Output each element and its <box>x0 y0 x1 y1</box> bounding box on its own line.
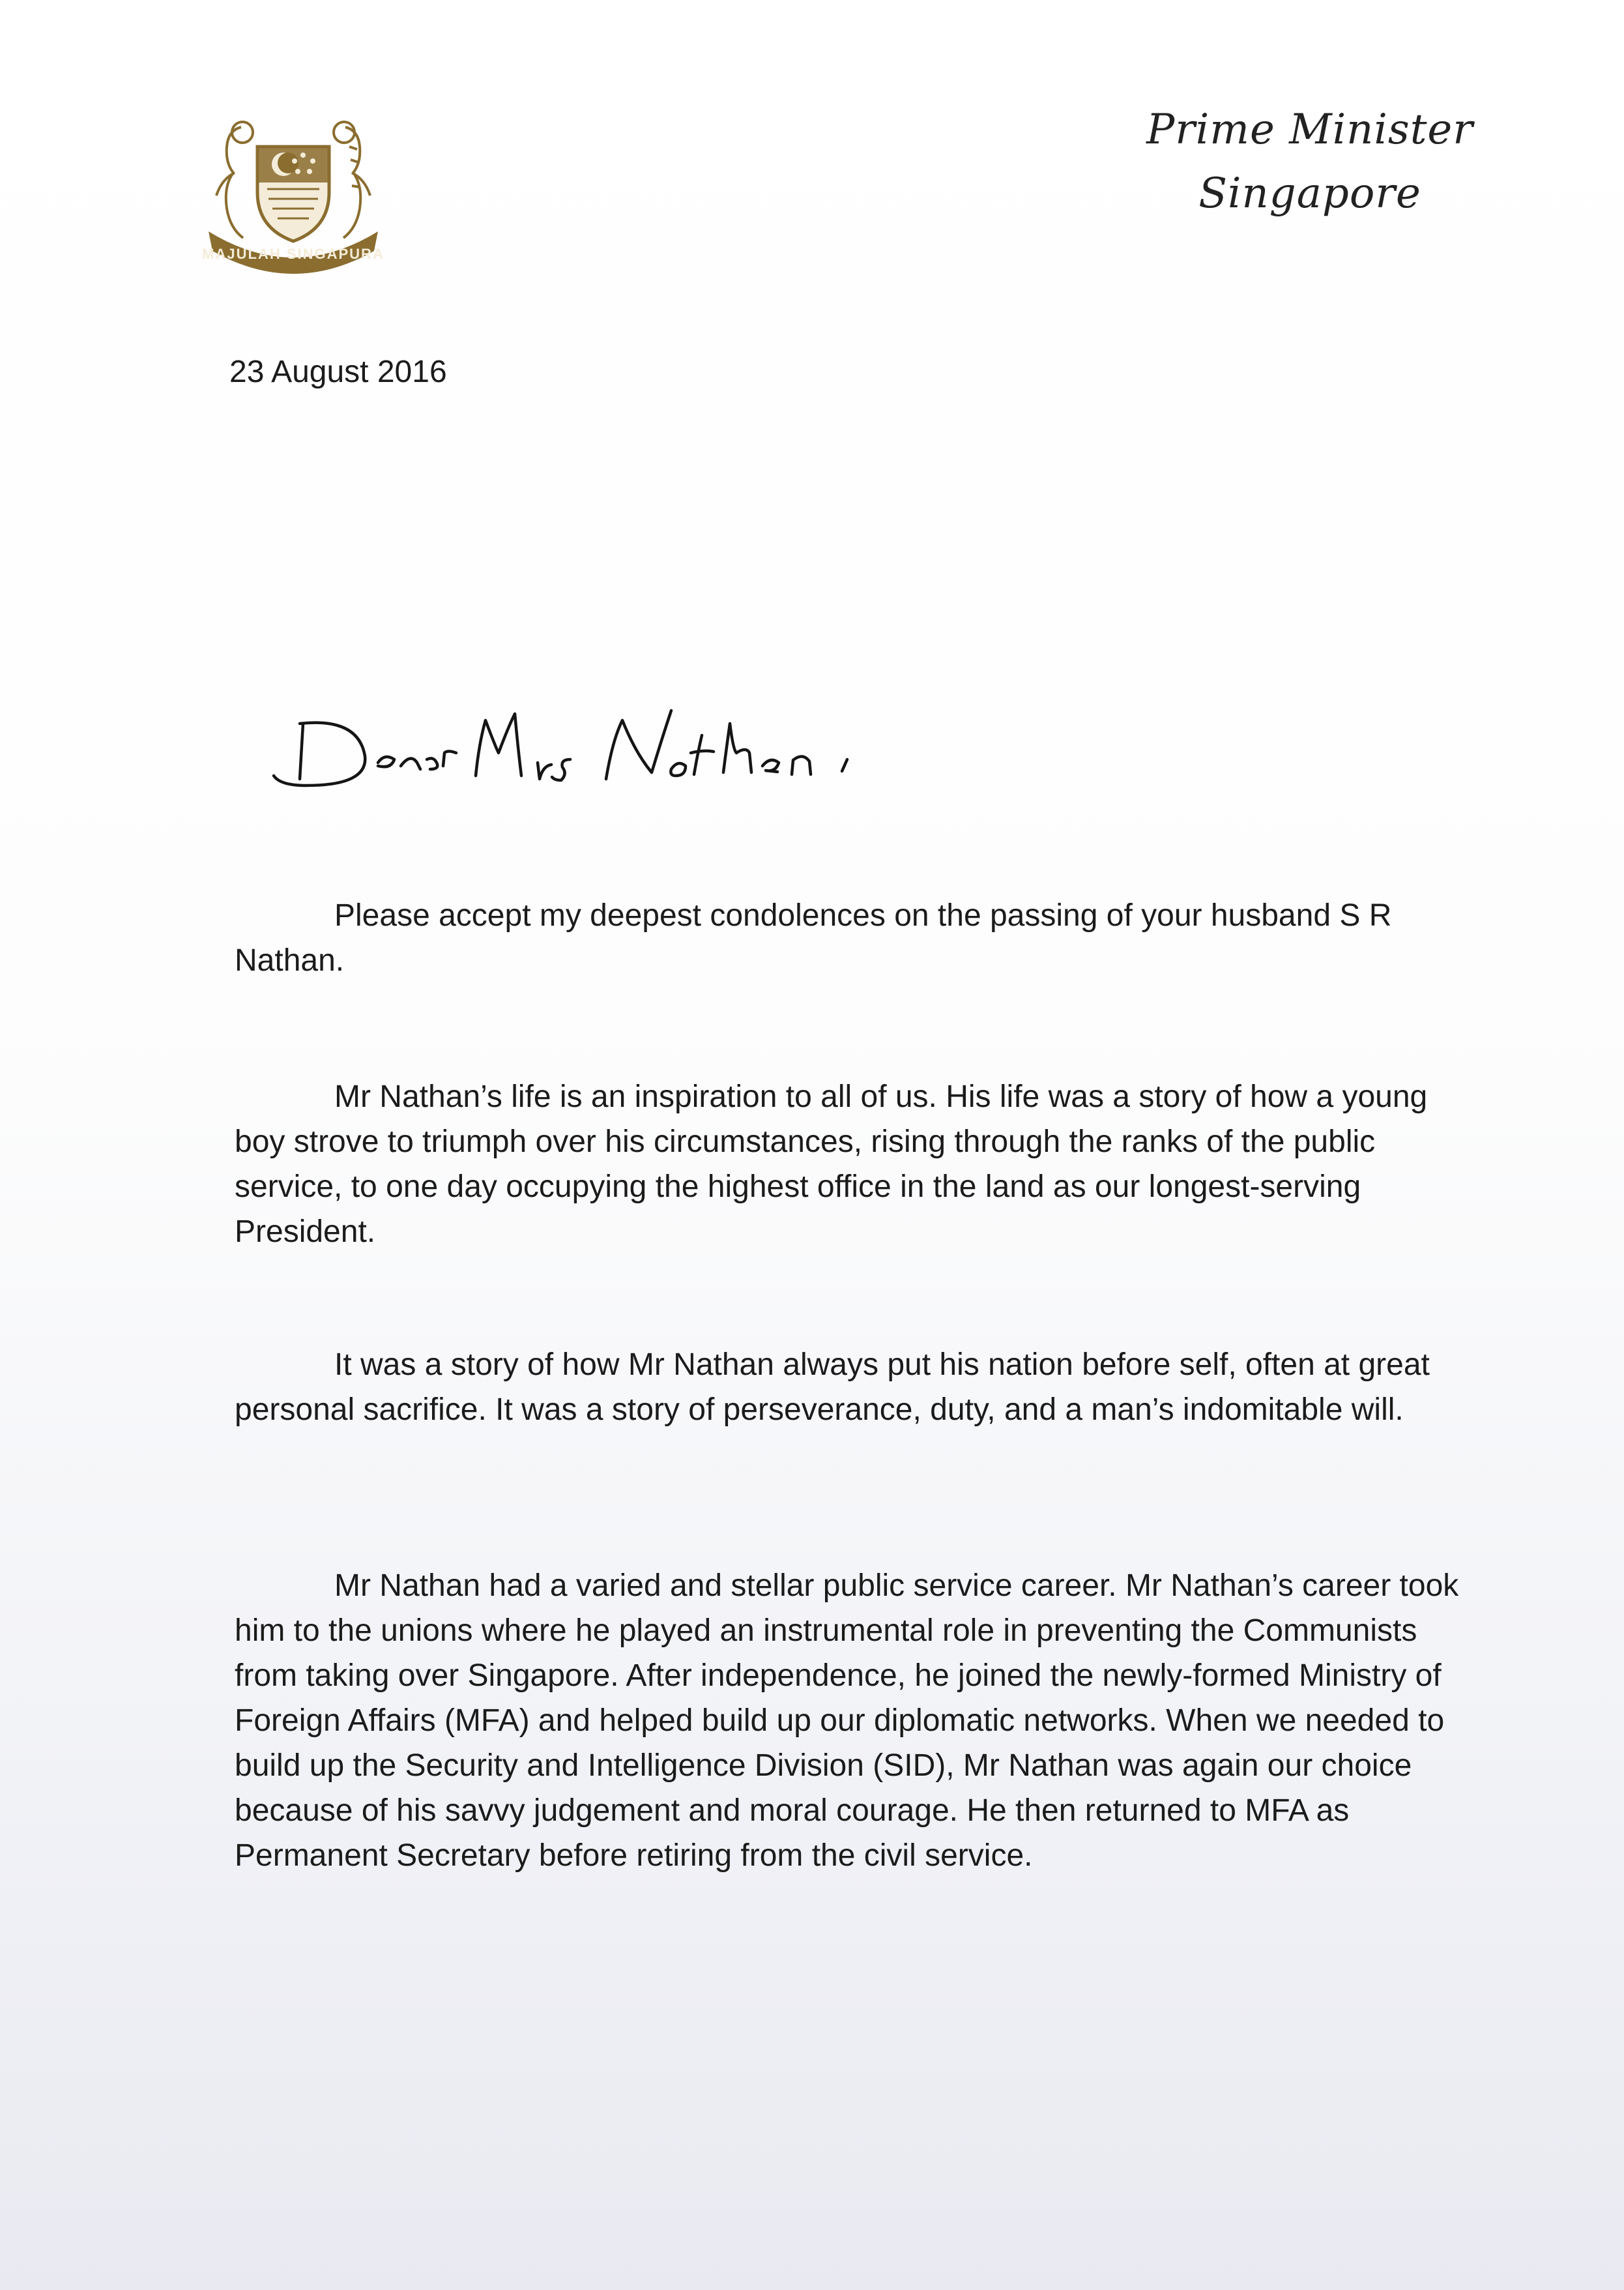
letter-date: 23 August 2016 <box>229 355 447 389</box>
paragraph-career <box>235 1563 1460 1878</box>
letterhead-country: Singapore <box>1198 169 1421 218</box>
letterhead <box>1069 98 1551 226</box>
paragraph-text: Mr Nathan’s life is an inspiration to all of us. His life was a story of how a young boy strove to triumph over his circumstances, rising through the ranks of the public service, to one day occupying the highest office in the land as our longest-serving President. <box>235 1079 1428 1249</box>
paragraph-text: Mr Nathan had a varied and stellar public service career. Mr Nathan’s career took him to the unions where he played an instrumental role in preventing the Communists from taking over Singapore. After independence, he joined the newly-formed Ministry of Foreign Affairs (MFA) and helped build up our diplomatic networks. When we needed to build up the Security and Intelligence Division (SID), Mr Nathan was again our choice because of his savvy judgement and moral courage. He then returned to MFA as Permanent Secretary before retiring from the civil service. <box>235 1568 1459 1873</box>
paragraph-inspiration <box>235 1074 1460 1254</box>
paragraph-text: Please accept my deepest condolences on the passing of your husband S R Nathan. <box>235 898 1392 978</box>
paragraph-nation-before-self <box>235 1342 1460 1432</box>
letterhead-title: Prime Minister <box>1146 106 1473 154</box>
paragraph-text: It was a story of how Mr Nathan always put his nation before self, often at great personal sacrifice. It was a story of perseverance, duty, and a man’s indomitable will. <box>235 1347 1430 1427</box>
paragraph-condolences <box>235 893 1460 983</box>
singapore-coat-of-arms-icon <box>196 101 391 274</box>
handwritten-salutation <box>267 697 880 802</box>
crest-motto: MAJULAH SINGAPURA <box>202 246 384 262</box>
